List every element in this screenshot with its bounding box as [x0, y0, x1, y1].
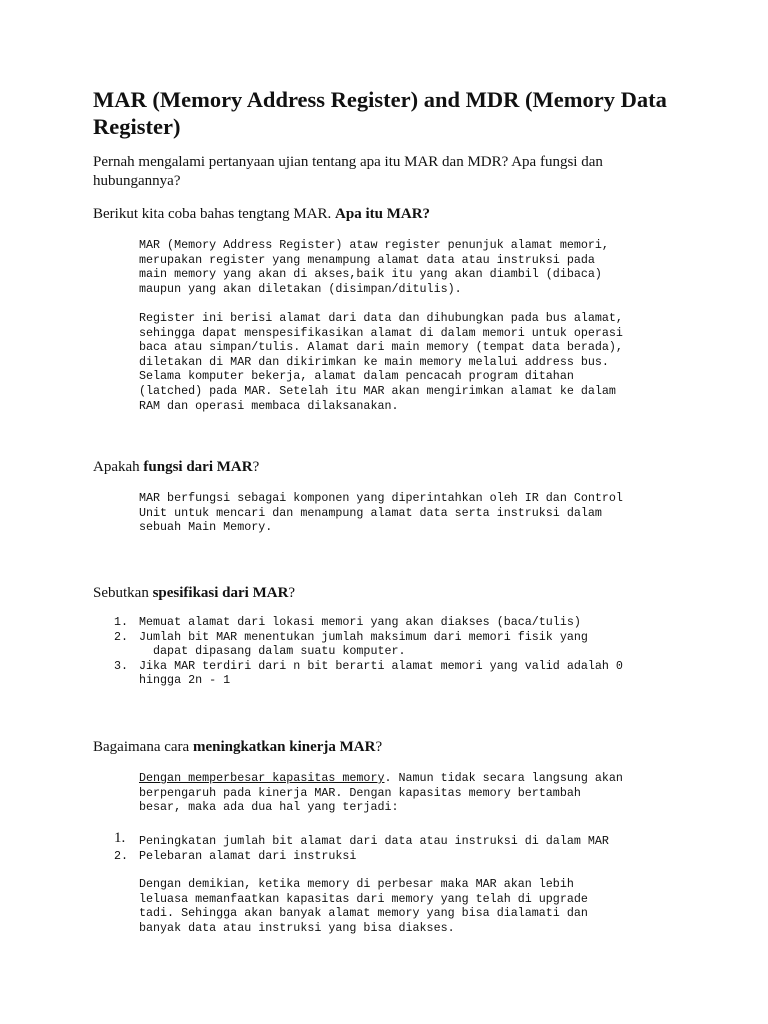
register-description-block: Register ini berisi alamat dari data dan dihubungkan pada bus alamat, sehingga dapat menspesifikasikan alamat di dalam memori untuk operasi baca atau simpan/tulis. Alamat dari main memory (tempat data berada), diletakan di MAR dan dikirimkan ke main memory melalui address bus. Selama komputer bekerja, alamat dalam pencacah program ditahan (latched) pada MAR. Setelah itu MAR akan mengirimkan alamat ke dalam RAM dan operasi membaca dilaksanakan. [139, 311, 623, 413]
list-number: 2. [114, 848, 129, 863]
specification-list [114, 615, 714, 688]
underlined-phrase: Dengan memperbesar kapasitas memory [139, 771, 385, 785]
list-item [114, 630, 714, 659]
question-bold: Apa itu MAR? [335, 206, 431, 222]
question-tail: ? [252, 459, 260, 475]
question-tail: ? [375, 739, 383, 755]
list-text: Peningkatan jumlah bit alamat dari data atau instruksi di dalam MAR [139, 834, 609, 848]
question-lead: Apakah [93, 459, 144, 475]
improvement-block [139, 771, 699, 815]
question-lead: Bagaimana cara [93, 739, 193, 755]
list-text: Memuat alamat dari lokasi memori yang akan diakses (baca/tulis) [139, 615, 581, 629]
question-improve-performance [93, 738, 693, 757]
definition-block: MAR (Memory Address Register) ataw register penunjuk alamat memori, merupakan register yang menampung alamat data atau instruksi pada main memory yang akan di akses,baik itu yang akan diambil (dibaca) maupun yang akan diletakan (disimpan/ditulis). [139, 238, 609, 296]
intro-paragraph: Pernah mengalami pertanyaan ujian tentang apa itu MAR dan MDR? Apa fungsi dan hubungannya? [93, 154, 603, 189]
function-block: MAR berfungsi sebagai komponen yang diperintahkan oleh IR dan Control Unit untuk mencari dan menampung alamat data serta instruksi dalam sebuah Main Memory. [139, 491, 623, 535]
list-item [114, 615, 714, 630]
improvement-rest: . Namun tidak secara langsung akan berpengaruh pada kinerja MAR. Dengan kapasitas memory bertambah besar, maka ada dua hal yang terjadi: [139, 771, 623, 815]
list-item [114, 659, 714, 688]
page-title: MAR (Memory Address Register) and MDR (Memory Data Register) [93, 87, 667, 139]
consequence-list [114, 830, 714, 863]
question-lead: Sebutkan [93, 585, 153, 601]
question-what-is-mar [93, 205, 693, 224]
question-bold: meningkatkan kinerja MAR [192, 739, 376, 755]
list-item [114, 849, 714, 864]
question-bold: spesifikasi dari MAR [152, 585, 289, 601]
list-text: Jumlah bit MAR menentukan jumlah maksimum dari memori fisik yang dapat dipasang dalam suatu komputer. [139, 629, 588, 659]
question-tail: ? [288, 585, 296, 601]
list-text: Jika MAR terdiri dari n bit berarti alamat memori yang valid adalah 0 hingga 2n - 1 [139, 658, 623, 688]
question-mar-specification [93, 584, 693, 603]
list-number: 2. [114, 629, 129, 644]
list-item [114, 830, 714, 849]
list-text: Pelebaran alamat dari instruksi [139, 848, 357, 863]
list-number: 1. [114, 615, 129, 629]
question-mar-function [93, 458, 693, 477]
list-number: 1. [114, 830, 126, 846]
closing-block: Dengan demikian, ketika memory di perbesar maka MAR akan lebih leluasa memanfaatkan kapasitas dari memory yang telah di upgrade tadi. Sehingga akan banyak alamat memory yang bisa dialamati dan banyak data atau instruksi yang bisa diakses. [139, 877, 588, 935]
question-lead: Berikut kita coba bahas tengtang MAR. [93, 206, 336, 222]
question-bold: fungsi dari MAR [143, 459, 253, 475]
list-number: 3. [114, 658, 129, 673]
